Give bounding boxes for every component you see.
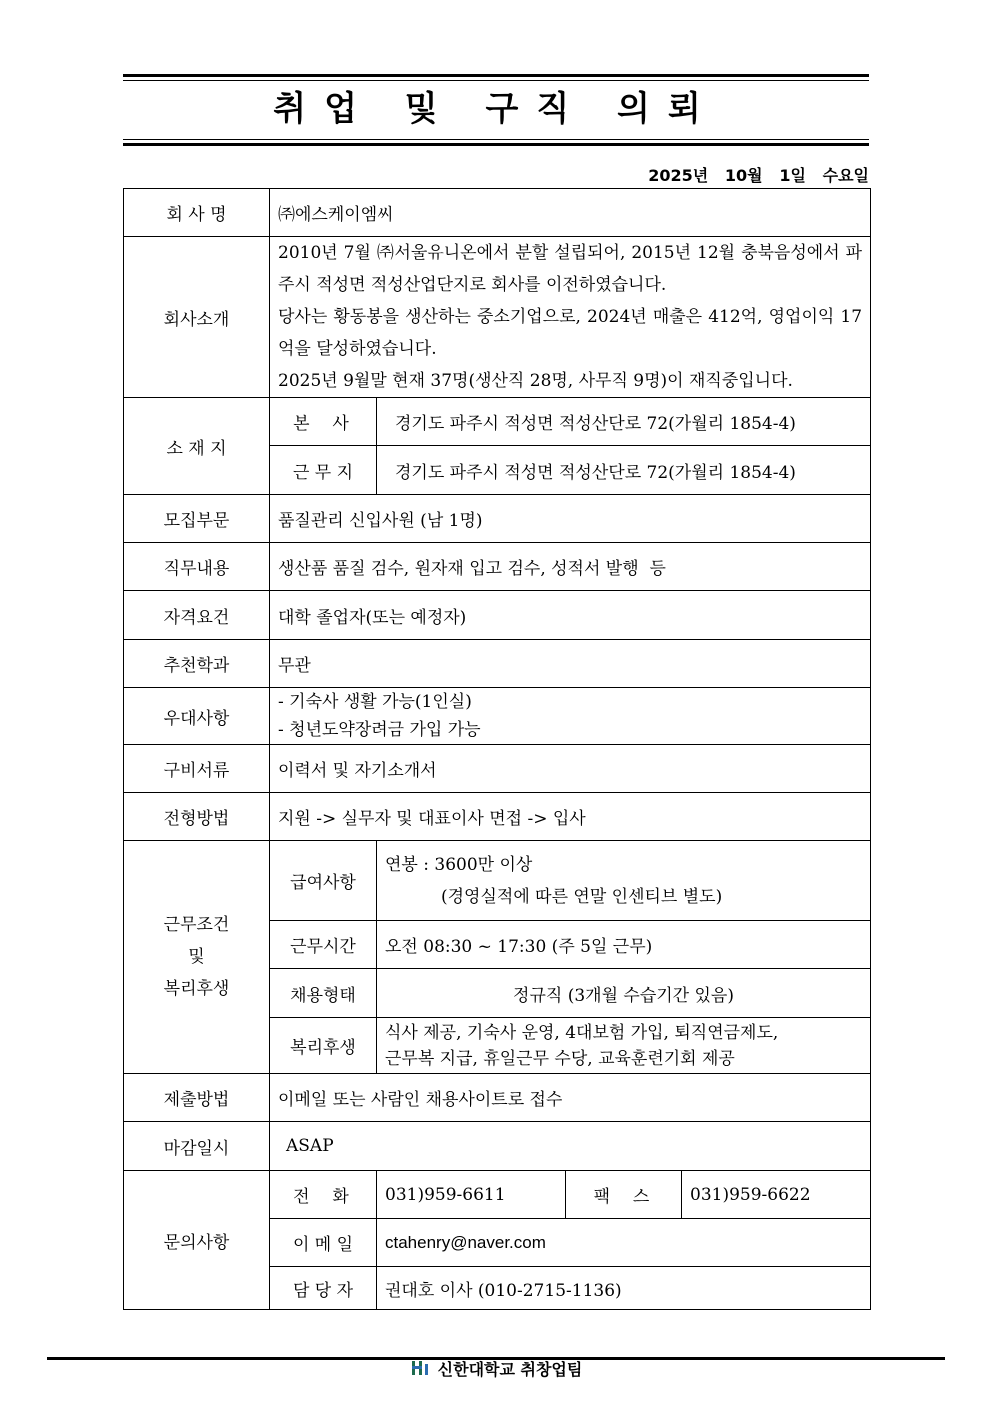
welfare-label: 복리후생	[270, 1018, 377, 1074]
contact-label: 문의사항	[124, 1171, 270, 1310]
job-request-table	[123, 188, 871, 1310]
welfare-value	[377, 1018, 871, 1074]
row-submit	[124, 1074, 871, 1122]
welfare-line: 근무복 지급, 휴일근무 수당, 교육훈련기회 제공	[385, 1048, 735, 1069]
fax-label: 팩 스	[566, 1171, 682, 1219]
company-label: 회 사 명	[124, 189, 270, 237]
type-value: 정규직 (3개월 수습기간 있음)	[377, 969, 871, 1018]
salary-line: 연봉 : 3600만 이상	[385, 854, 533, 875]
row-duty	[124, 543, 871, 591]
location-label: 소 재 지	[124, 398, 270, 495]
documents-value: 이력서 및 자기소개서	[270, 745, 871, 793]
duty-label: 직무내용	[124, 543, 270, 591]
qualification-value: 대학 졸업자(또는 예정자)	[270, 591, 871, 640]
welfare-line: 식사 제공, 기숙사 운영, 4대보험 가입, 퇴직연금제도,	[385, 1022, 779, 1043]
title-top-rule	[123, 74, 869, 77]
process-label: 전형방법	[124, 793, 270, 841]
conditions-label-line: 복리후생	[163, 979, 230, 999]
intro-paragraph: 당사는 황동봉을 생산하는 중소기업으로, 2024년 매출은 412억, 영업이익 17억을 달성하였습니다.	[278, 307, 863, 359]
phone-value: 031)959-6611	[377, 1171, 566, 1219]
major-label: 추천학과	[124, 640, 270, 688]
salary-value	[377, 841, 871, 921]
title-bottom-rule	[123, 143, 869, 146]
conditions-label	[124, 841, 270, 1074]
fax-value: 031)959-6622	[682, 1171, 871, 1219]
company-value: ㈜에스케이엠씨	[270, 189, 871, 237]
row-preference	[124, 688, 871, 745]
conditions-label-line: 근무조건	[163, 915, 230, 935]
row-major	[124, 640, 871, 688]
salary-label: 급여사항	[270, 841, 377, 921]
row-location-hq	[124, 398, 871, 446]
work-label: 근 무 지	[270, 446, 377, 495]
salary-line: (경영실적에 따른 연말 인센티브 별도)	[441, 886, 723, 907]
conditions-label-line: 및	[188, 947, 205, 967]
row-qualification	[124, 591, 871, 640]
row-intro	[124, 237, 871, 398]
university-logo-icon	[410, 1360, 432, 1382]
hours-value: 오전 08:30 ~ 17:30 (주 5일 근무)	[377, 921, 871, 969]
row-salary	[124, 841, 871, 921]
recruit-value: 품질관리 신입사원 (남 1명)	[270, 495, 871, 543]
preference-label: 우대사항	[124, 688, 270, 745]
intro-value	[270, 237, 871, 398]
row-phone-fax	[124, 1171, 871, 1219]
intro-paragraph: 2010년 7월 ㈜서울유니온에서 분할 설립되어, 2015년 12월 충북음성에서 파주시 적성면 적성산업단지로 회사를 이전하였습니다.	[278, 243, 863, 295]
row-process	[124, 793, 871, 841]
qualification-label: 자격요건	[124, 591, 270, 640]
row-deadline	[124, 1122, 871, 1171]
submit-value: 이메일 또는 사람인 채용사이트로 접수	[270, 1074, 871, 1122]
submit-label: 제출방법	[124, 1074, 270, 1122]
process-value: 지원 -> 실무자 및 대표이사 면접 -> 입사	[270, 793, 871, 841]
email-value: ctahenry@naver.com	[377, 1219, 871, 1267]
intro-label: 회사소개	[124, 237, 270, 398]
person-label: 담 당 자	[270, 1267, 377, 1310]
hours-label: 근무시간	[270, 921, 377, 969]
work-address: 경기도 파주시 적성면 적성산단로 72(가월리 1854-4)	[377, 446, 871, 495]
document-date: 2025년 10월 1일 수요일	[648, 166, 869, 185]
intro-paragraph: 2025년 9월말 현재 37명(생산직 28명, 사무직 9명)이 재직중입니다.	[278, 371, 793, 391]
preference-item: - 청년도약장려금 가입 가능	[278, 720, 481, 740]
major-value: 무관	[270, 640, 871, 688]
page-title: 취업 및 구직 의뢰	[273, 89, 719, 129]
deadline-value: ASAP	[270, 1122, 871, 1171]
deadline-label: 마감일시	[124, 1122, 270, 1171]
recruit-label: 모집부문	[124, 495, 270, 543]
preference-value	[270, 688, 871, 745]
preference-item: - 기숙사 생활 가능(1인실)	[278, 692, 472, 712]
row-recruit	[124, 495, 871, 543]
footer-text: 신한대학교 취창업팀	[437, 1360, 583, 1379]
row-company	[124, 189, 871, 237]
email-label: 이 메 일	[270, 1219, 377, 1267]
title-top-rule-thin	[123, 80, 869, 81]
documents-label: 구비서류	[124, 745, 270, 793]
footer	[0, 1359, 992, 1382]
duty-value: 생산품 품질 검수, 원자재 입고 검수, 성적서 발행 등	[270, 543, 871, 591]
type-label: 채용형태	[270, 969, 377, 1018]
title-bottom-rule-thin	[123, 139, 869, 140]
row-documents	[124, 745, 871, 793]
person-value: 권대호 이사 (010-2715-1136)	[377, 1267, 871, 1310]
phone-label: 전 화	[270, 1171, 377, 1219]
hq-address: 경기도 파주시 적성면 적성산단로 72(가월리 1854-4)	[377, 398, 871, 446]
hq-label: 본 사	[270, 398, 377, 446]
